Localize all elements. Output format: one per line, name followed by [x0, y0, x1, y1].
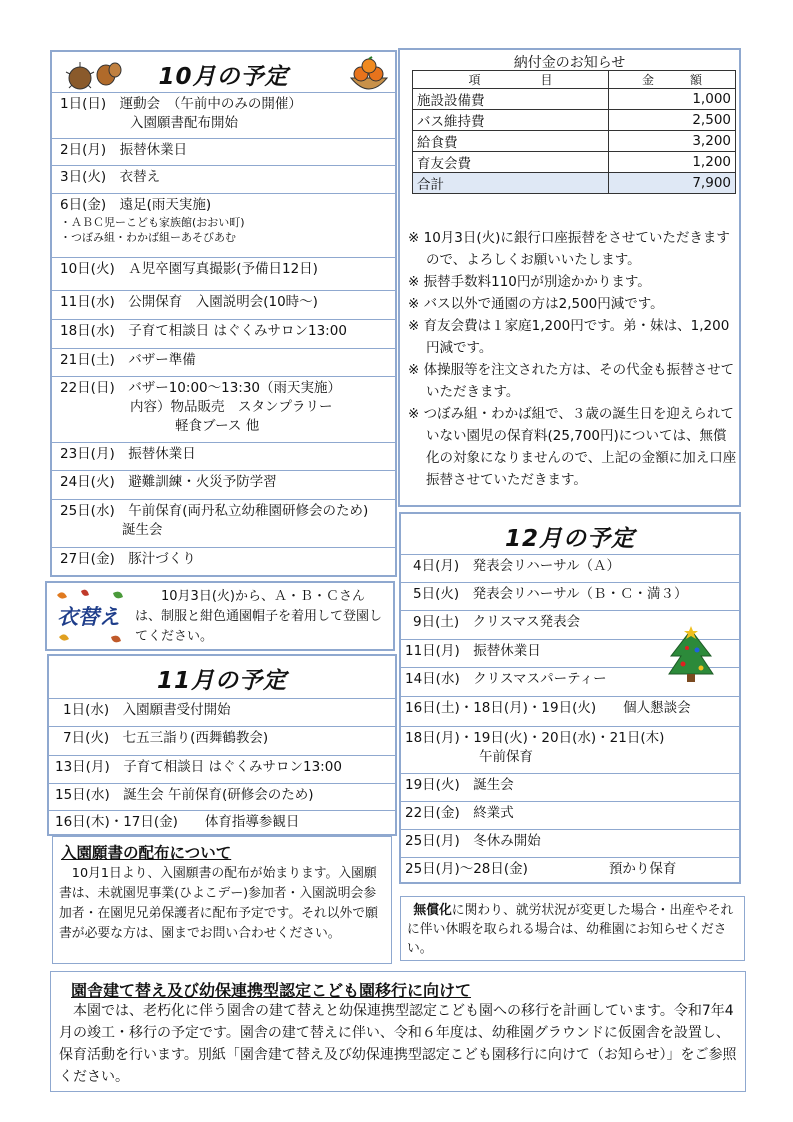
november-row-5: 16日(木)・17日(金) 体育指導参観日: [49, 810, 395, 836]
rebuild-heading: 園舎建て替え及び幼保連携型認定こども園移行に向けて: [71, 981, 472, 1000]
october-row-5: 10日(火) Ａ児卒園写真撮影(予備日12日): [52, 257, 395, 290]
december-row-5: 14日(水) クリスマスパーティー: [401, 667, 739, 696]
october-row-13: 27日(金) 豚汁づくり: [52, 547, 395, 575]
october-row-8: 21日(土) バザー準備: [52, 348, 395, 376]
rebuild-body: 本園では、老朽化に伴う園舎の建て替えと幼保連携型認定こども園への移行を計画しています。令和7年4月の竣工・移行の予定です。園舎の建て替えに伴い、令和６年度は、幼稚園グラウンドに仮園舎を設置し、保育活動を行います。別紙「園舎建て替え及び幼保連携型認定こども園移行に向けて（お知らせ）」をご参照ください。: [59, 1003, 737, 1085]
fees-total-label: 合計: [413, 173, 609, 194]
fee-note-4: ※ 育友会費は１家庭1,200円です。弟・妹は、1,200円減です。: [408, 318, 730, 356]
december-title: 12月の予定: [504, 526, 635, 552]
november-row-4: 15日(水) 誕生会 午前保育(研修会のため): [49, 783, 395, 810]
october-row-1: 1日(日) 運動会 （午前中のみの開催） 入園願書配布開始: [52, 92, 395, 138]
koromogae-notice: [45, 581, 395, 651]
december-schedule: [399, 512, 741, 884]
fees-notice: [398, 48, 741, 507]
fees-header-item: 項 目: [413, 71, 609, 89]
mushoka-text: [407, 901, 739, 958]
fee-note-3: ※ バス以外で通園の方は2,500円減です。: [408, 296, 664, 312]
fees-table: [412, 70, 736, 194]
october-row-11: 24日(火) 避難訓練・火災予防学習: [52, 470, 395, 499]
application-heading: 入園願書の配布について: [61, 844, 232, 862]
october-row-7: 18日(水) 子育て相談日 はぐくみサロン13:00: [52, 319, 395, 348]
mushoka-notice: [400, 896, 745, 961]
december-row-10: 25日(月) 冬休み開始: [401, 829, 739, 857]
application-body: 10月1日より、入園願書の配布が始まります。入園願書は、未就園児事業(ひよこデー)参加者・入園説明会参加者・在園児兄弟保護者に配布予定です。それ以外で願書が必要な方は、園までお問い合わせください。: [59, 866, 378, 941]
rebuild-notice: [50, 971, 746, 1092]
november-row-2: 7日(火) 七五三詣り(西舞鶴教会): [49, 726, 395, 755]
fruit-basket-icon: [347, 56, 391, 96]
december-row-6: 16日(土)・18日(月)・19日(火) 個人懇談会: [401, 696, 739, 726]
fees-item: 施設設備費: [413, 89, 609, 110]
koromogae-text: 10月3日(火)から、Ａ・Ｂ・Ｃさんは、制服と紺色通園帽子を着用して登園してください。: [135, 589, 383, 644]
koromogae-badge: 衣替え: [57, 605, 120, 629]
mushoka-bold: 無償化: [413, 903, 452, 918]
october-row-2: 2日(月) 振替休業日: [52, 138, 395, 165]
december-row-1: 4日(月) 発表会リハーサル（Ａ）: [401, 554, 739, 582]
october-row-3: 3日(火) 衣替え: [52, 165, 395, 193]
november-title: 11月の予定: [156, 668, 287, 694]
fees-amount: 3,200: [609, 131, 736, 152]
october-title: 10月の予定: [158, 64, 289, 90]
october-schedule: [50, 50, 397, 577]
fees-amount: 1,000: [609, 89, 736, 110]
december-row-9: 22日(金) 終業式: [401, 801, 739, 829]
december-row-8: 19日(火) 誕生会: [401, 773, 739, 801]
fee-note-2: ※ 振替手数料110円が別途かかります。: [408, 274, 651, 290]
fees-item: バス維持費: [413, 110, 609, 131]
fee-note-5: ※ 体操服等を注文された方は、その代金も振替させていただきます。: [408, 362, 735, 400]
november-row-1: 1日(水) 入園願書受付開始: [49, 698, 395, 726]
fees-notes: [408, 227, 738, 491]
october-row-12: 25日(水) 午前保育(両丹私立幼稚園研修会のため) 誕生会: [52, 499, 395, 547]
december-row-4: 11日(月) 振替休業日: [401, 639, 739, 667]
december-row-2: 5日(火) 発表会リハーサル（Ｂ・Ｃ・満３）: [401, 582, 739, 610]
mushoka-body: に関わり、就労状況が変更した場合・出産やそれに伴い休暇を取られる場合は、幼稚園にお知らせください。: [407, 903, 734, 956]
october-row-6: 11日(水) 公開保育 入園説明会(10時～): [52, 290, 395, 319]
fees-item: 育友会費: [413, 152, 609, 173]
november-row-3: 13日(月) 子育て相談日 はぐくみサロン13:00: [49, 755, 395, 783]
october-row-10: 23日(月) 振替休業日: [52, 442, 395, 470]
application-notice: [52, 836, 392, 964]
fee-note-6: ※ つぼみ組・わかば組で、３歳の誕生日を迎えられていない園児の保育料(25,700円)については、無償化の対象になりませんので、上記の金額に加え口座振替させていただきます。: [408, 406, 737, 488]
fees-amount: 2,500: [609, 110, 736, 131]
december-row-11: 25日(月)～28日(金) 預かり保育: [401, 857, 739, 884]
november-schedule: [47, 654, 397, 836]
october-row-4: 6日(金) 遠足(雨天実施) ・ＡＢＣ児ーこども家族館(おおい町) ・つぼみ組・わかば組ーあそびあむ: [52, 193, 395, 257]
christmas-tree-icon: [665, 626, 717, 684]
fees-header-amount: 金 額: [609, 71, 736, 89]
fee-note-1: ※ 10月3日(火)に銀行口座振替をさせていただきますので、よろしくお願いいたします。: [408, 230, 730, 268]
december-row-7: 18日(月)・19日(火)・20日(水)・21日(木) 午前保育: [401, 726, 739, 773]
fees-item: 給食費: [413, 131, 609, 152]
fees-amount: 1,200: [609, 152, 736, 173]
fees-title: 納付金のお知らせ: [513, 55, 626, 71]
fees-total-amount: 7,900: [609, 173, 736, 194]
october-row-9: 22日(日) バザー10:00～13:30（雨天実施） 内容）物品販売 スタンプラリー 軽食ブース 他: [52, 376, 395, 442]
december-row-3: 9日(土) クリスマス発表会: [401, 610, 739, 639]
